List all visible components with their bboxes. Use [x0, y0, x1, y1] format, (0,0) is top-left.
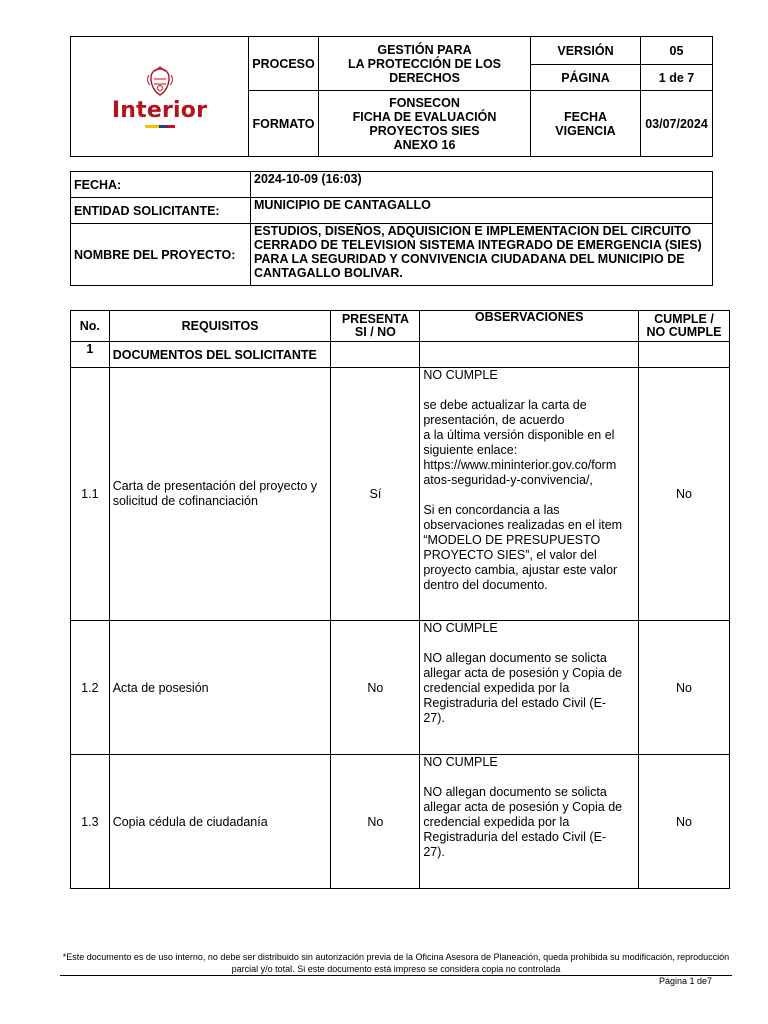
table-row: [71, 621, 730, 755]
row-cumple: No: [638, 368, 729, 621]
formato-value: FONSECON FICHA DE EVALUACIÓN PROYECTOS SIES ANEXO 16: [319, 91, 531, 157]
entidad-label: ENTIDAD SOLICITANTE:: [71, 198, 251, 224]
row-requisito: Acta de posesión: [109, 621, 331, 755]
row-observaciones: NO CUMPLE NO allegan documento se solicta allegar acta de posesión y Copia de credencial expedida por la Registraduria del estado Civil (E- 27).: [420, 755, 639, 889]
row-observaciones: NO CUMPLE NO allegan documento se solicta allegar acta de posesión y Copia de credencial expedida por la Registraduria del estado Civil (E- 27).: [420, 621, 639, 755]
row-no: 1.3: [71, 755, 110, 889]
fecha-value: 2024-10-09 (16:03): [251, 172, 713, 198]
document-header: [70, 36, 713, 157]
logo-text: Interior: [111, 97, 208, 123]
logo-cell: [71, 37, 249, 157]
entidad-value: MUNICIPIO DE CANTAGALLO: [251, 198, 713, 224]
header-no: No.: [71, 311, 110, 342]
pagina-value: 1 de 7: [641, 65, 713, 91]
row-presenta: Sí: [331, 368, 420, 621]
header-cumple: CUMPLE / NO CUMPLE: [638, 311, 729, 342]
proyecto-label: NOMBRE DEL PROYECTO:: [71, 224, 251, 286]
fecha-label: FECHA:: [71, 172, 251, 198]
row-no: 1.2: [71, 621, 110, 755]
version-value: 05: [641, 37, 713, 65]
coat-of-arms-icon: [145, 66, 175, 98]
footer-note: *Este documento es de uso interno, no debe ser distribuido sin autorización previa de la Oficina Asesora de Planeación, queda prohibida su modificación, reproducción parcial y/o total. Si este documento está impreso se considera copia no controlada: [62, 952, 730, 974]
flag-stripe: [145, 125, 175, 128]
table-header-row: [71, 311, 730, 342]
pagina-label: PÁGINA: [531, 65, 641, 91]
row-requisito: Carta de presentación del proyecto y solicitud de cofinanciación: [109, 368, 331, 621]
row-presenta: No: [331, 755, 420, 889]
row-observaciones: NO CUMPLE se debe actualizar la carta de presentación, de acuerdo a la última versión disponible en el siguiente enlace: https://www.mininterior.gov.co/form atos-seguridad-y-convivencia/, Si en concordancia a las observaciones realizadas en el item “MODELO DE PRESUPUESTO PROYECTO SIES”, el valor del proyecto cambia, ajustar este valor dentro del documento.: [420, 368, 639, 621]
footer-divider: [60, 975, 732, 976]
proceso-value: GESTIÓN PARA LA PROTECCIÓN DE LOS DERECHOS: [319, 37, 531, 91]
proyecto-value: ESTUDIOS, DISEÑOS, ADQUISICION E IMPLEMENTACION DEL CIRCUITO CERRADO DE TELEVISION SISTEMA INTEGRADO DE EMERGENCIA (SIES) PARA LA SEGURIDAD Y CONVIVENCIA CIUDADANA DEL MUNICIPIO DE CANTAGALLO BOLIVAR.: [251, 224, 713, 286]
header-requisitos: REQUISITOS: [109, 311, 331, 342]
formato-label: FORMATO: [249, 91, 319, 157]
table-row: [71, 368, 730, 621]
header-observaciones: OBSERVACIONES: [420, 311, 639, 342]
request-info-table: [70, 171, 713, 286]
section-title: DOCUMENTOS DEL SOLICITANTE: [109, 342, 331, 368]
section-no: 1: [71, 342, 110, 368]
section-row: [71, 342, 730, 368]
fecha-vigencia-value: 03/07/2024: [641, 91, 713, 157]
requirements-table: [70, 310, 730, 889]
header-presenta: PRESENTA SI / NO: [331, 311, 420, 342]
version-label: VERSIÓN: [531, 37, 641, 65]
footer-page-number: Página 1 de7: [658, 976, 712, 986]
fecha-vigencia-label: FECHA VIGENCIA: [531, 91, 641, 157]
proceso-label: PROCESO: [249, 37, 319, 91]
row-cumple: No: [638, 621, 729, 755]
row-cumple: No: [638, 755, 729, 889]
row-presenta: No: [331, 621, 420, 755]
row-requisito: Copia cédula de ciudadanía: [109, 755, 331, 889]
table-row: [71, 755, 730, 889]
row-no: 1.1: [71, 368, 110, 621]
section-cumple: [638, 342, 729, 368]
section-observaciones: [420, 342, 639, 368]
section-presenta: [331, 342, 420, 368]
